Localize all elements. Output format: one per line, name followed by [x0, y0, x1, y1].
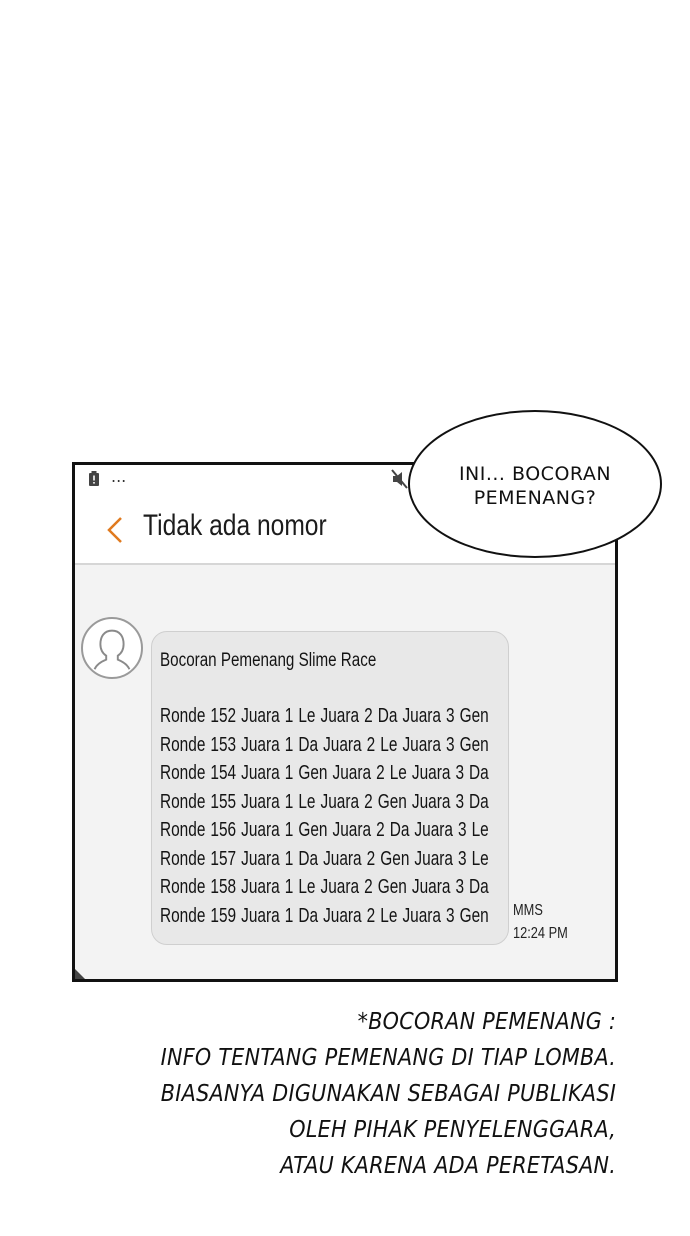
caption-line: OLEH PIHAK PENYELENGGARA,	[289, 1117, 616, 1143]
speech-line: INI... BOCORAN	[458, 463, 612, 485]
caption-line: INFO TENTANG PEMENANG DI TIAP LOMBA.	[160, 1045, 616, 1071]
message-type-label: MMS	[513, 902, 543, 919]
round-line: Ronde 157 Juara 1 Da Juara 2 Gen Juara 3 Le	[160, 847, 489, 870]
round-line: Ronde 153 Juara 1 Da Juara 2 Le Juara 3 Gen	[160, 733, 489, 756]
contact-title: Tidak ada nomor	[143, 509, 327, 542]
battery-alert-icon	[89, 471, 99, 486]
round-line: Ronde 156 Juara 1 Gen Juara 2 Da Juara 3 Le	[160, 819, 489, 841]
message-title: Bocoran Pemenang Slime Race	[160, 650, 377, 671]
corner-mark	[75, 969, 85, 979]
round-line: Ronde 155 Juara 1 Le Juara 2 Gen Juara 3 Da	[160, 790, 489, 813]
round-line: Ronde 152 Juara 1 Le Juara 2 Da Juara 3 Gen	[160, 705, 489, 727]
speech-text	[410, 462, 660, 510]
contact-avatar[interactable]	[81, 617, 143, 679]
round-line: Ronde 154 Juara 1 Gen Juara 2 Le Juara 3 Da	[160, 762, 489, 784]
chevron-left-icon[interactable]	[105, 515, 125, 545]
round-line: Ronde 158 Juara 1 Le Juara 2 Gen Juara 3 Da	[160, 876, 489, 898]
caption-line: BIASANYA DIGUNAKAN SEBAGAI PUBLIKASI	[160, 1081, 616, 1107]
speech-bubble	[408, 410, 662, 558]
person-outline-icon	[83, 619, 141, 677]
round-list	[160, 702, 587, 930]
message-timestamp: 12:24 PM	[513, 925, 568, 942]
round-line: Ronde 159 Juara 1 Da Juara 2 Le Juara 3 Gen	[160, 904, 489, 927]
status-dots: ...	[111, 467, 127, 486]
message-bubble[interactable]	[151, 631, 509, 945]
caption-line: *BOCORAN PEMENANG :	[357, 1009, 616, 1035]
footnote-caption	[110, 1004, 616, 1184]
speech-line: PEMENANG?	[473, 487, 597, 509]
caption-line: ATAU KARENA ADA PERETASAN.	[280, 1153, 616, 1179]
